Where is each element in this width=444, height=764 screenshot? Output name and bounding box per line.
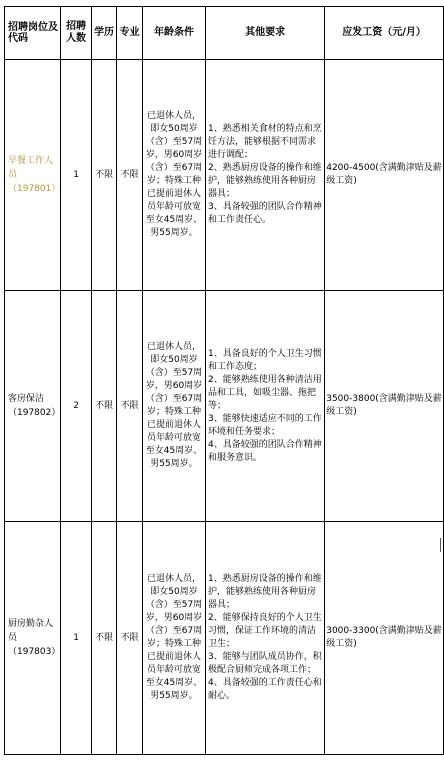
education-cell: 不限 xyxy=(91,522,117,755)
header-other: 其他要求 xyxy=(205,7,324,60)
table-row xyxy=(5,291,444,522)
page-edge-mark xyxy=(440,538,444,552)
requirement-item: 3、能够与团队成员协作，积极配合厨师完成各项工作； xyxy=(207,652,322,675)
requirement-item: 4、具备较强的团队合作精神和服务意识。 xyxy=(207,439,322,463)
requirement-item: 4、具备较强的工作责任心和耐心。 xyxy=(207,678,322,701)
education-cell: 不限 xyxy=(91,291,117,522)
position-cell: 早餐工作人员（197801） xyxy=(5,60,61,291)
requirements-cell xyxy=(205,522,324,755)
requirement-item: 1、熟悉相关食材的特点和烹饪方法，能够根据不同需求进行调配； xyxy=(207,124,322,160)
requirement-item: 3、具备较强的团队合作精神和工作责任心。 xyxy=(207,202,322,225)
age-cell: 已退休人员，即女50周岁（含）至57周岁，男60周岁（含）至67周岁；特殊工种已提前退休人员年龄可放宽至女45周岁、男55周岁。 xyxy=(142,60,205,291)
requirement-item: 1、熟悉厨房设备的操作和维护，能够熟练使用各种厨房器具； xyxy=(207,574,322,610)
education-cell: 不限 xyxy=(91,60,117,291)
major-cell: 不限 xyxy=(117,60,143,291)
position-cell: 厨房勤杂人员（197803） xyxy=(5,522,61,755)
salary-cell: 3500-3800(含满勤津贴及薪级工资) xyxy=(325,291,444,522)
position-cell: 客房保洁（197802） xyxy=(5,291,61,522)
recruitment-table xyxy=(4,6,444,755)
major-cell: 不限 xyxy=(117,291,143,522)
table-row xyxy=(5,60,444,291)
requirements-cell xyxy=(205,291,324,522)
count-cell: 2 xyxy=(61,291,91,522)
header-education: 学历 xyxy=(91,7,117,60)
requirements-cell xyxy=(205,60,324,291)
header-row xyxy=(5,7,444,60)
requirement-item: 1、具备良好的个人卫生习惯和工作态度； xyxy=(207,348,322,372)
requirement-item: 2、能够保持良好的个人卫生习惯，保证工作环境的清洁卫生； xyxy=(207,613,322,649)
table-row xyxy=(5,522,444,755)
requirement-item: 2、熟悉厨房设备的操作和维护，能够熟练使用各种厨房器具； xyxy=(207,163,322,199)
age-cell: 已退休人员，即女50周岁（含）至57周岁，男60周岁（含）至67周岁；特殊工种已提前退休人员年龄可放宽至女45周岁、男55周岁。 xyxy=(142,522,205,755)
salary-cell: 4200-4500(含满勤津贴及薪级工资) xyxy=(325,60,444,291)
header-count: 招聘人数 xyxy=(61,7,91,60)
requirement-item: 2、能够熟练使用各种清洁用品和工具，如吸尘器、拖把等； xyxy=(207,374,322,411)
count-cell: 1 xyxy=(61,522,91,755)
salary-cell: 3000-3300(含满勤津贴及薪级工资) xyxy=(325,522,444,755)
major-cell: 不限 xyxy=(117,522,143,755)
header-position: 招聘岗位及代码 xyxy=(5,7,61,60)
requirement-item: 3、能够快速适应不同的工作环境和任务要求； xyxy=(207,413,322,437)
age-cell: 已退休人员，即女50周岁（含）至57周岁，男60周岁（含）至67周岁；特殊工种已提前退休人员年龄可放宽至女45周岁、男55周岁。 xyxy=(142,291,205,522)
header-major: 专业 xyxy=(117,7,143,60)
header-age: 年龄条件 xyxy=(142,7,205,60)
header-salary: 应发工资（元/月） xyxy=(325,7,444,60)
count-cell: 1 xyxy=(61,60,91,291)
